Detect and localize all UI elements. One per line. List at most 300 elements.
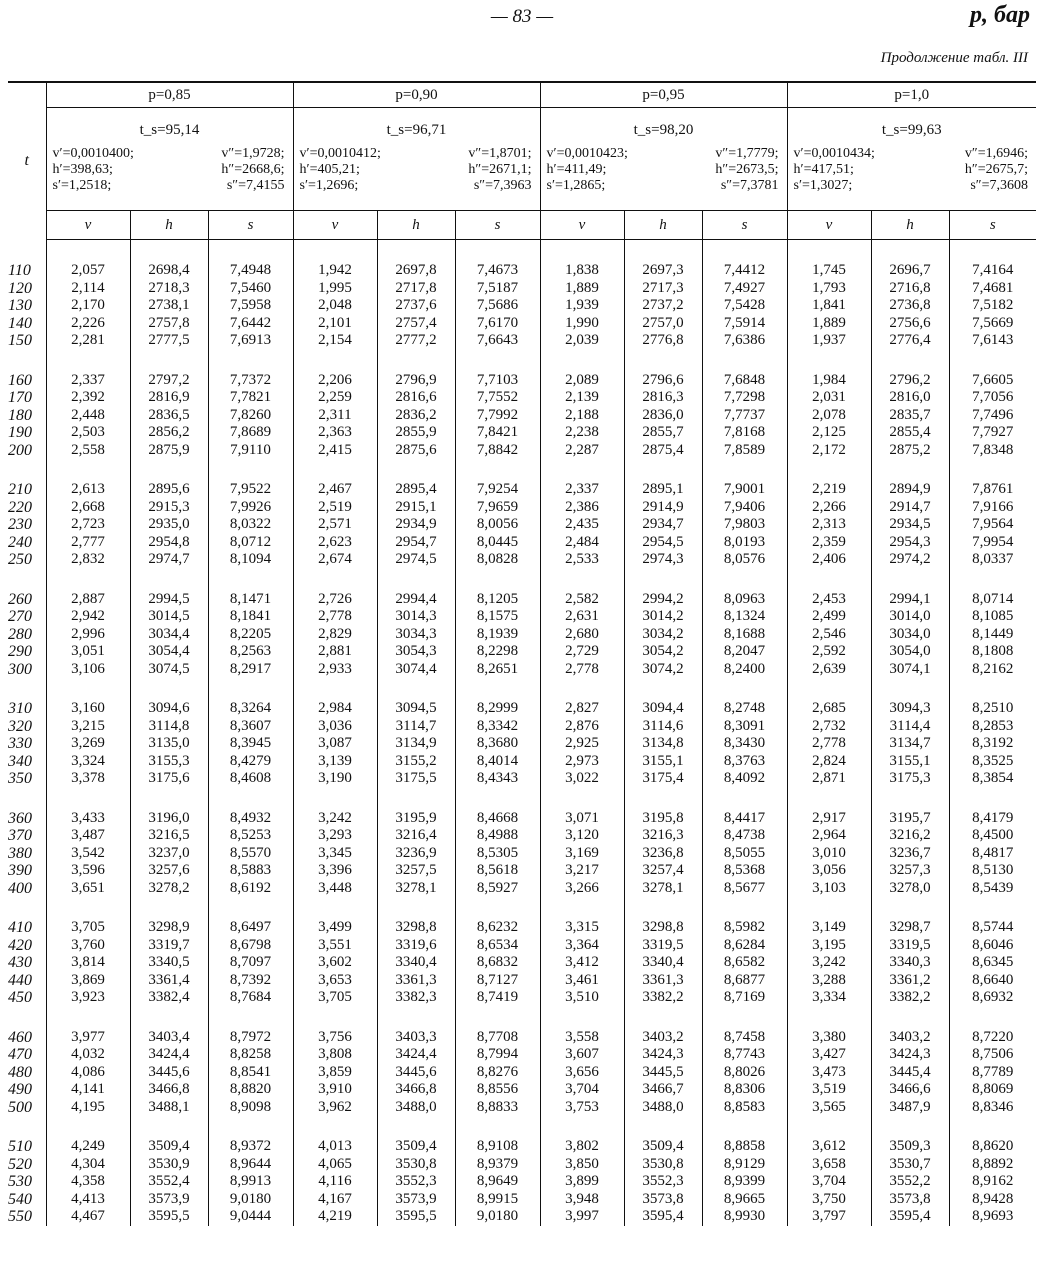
cell-v: 3,087 [293, 735, 377, 753]
cell-h: 2875,6 [377, 442, 455, 460]
cell-v: 1,838 [540, 262, 624, 280]
cell-v: 4,065 [293, 1156, 377, 1174]
saturation-values-line [47, 146, 293, 162]
cell-h: 2974,7 [130, 551, 208, 569]
saturation-value: h′=417,51; [793, 162, 854, 177]
cell-s: 8,6497 [229, 919, 272, 935]
cell-h: 2914,7 [871, 499, 949, 517]
cell-h: 3424,3 [871, 1046, 949, 1064]
spacer-cell [624, 1116, 702, 1138]
spacer-cell [949, 1116, 1036, 1138]
cell-h: 3403,2 [624, 1029, 702, 1047]
cell-v: 1,889 [540, 280, 624, 298]
spacer-cell [540, 459, 624, 481]
spacer-cell [377, 897, 455, 919]
temperature-value: 430 [8, 954, 46, 972]
spacer-cell [540, 897, 624, 919]
cell-h: 2737,6 [377, 297, 455, 315]
cell-s: 8,4014 [476, 752, 519, 769]
cell-s: 7,7737 [723, 406, 766, 423]
spacer-row [8, 897, 1036, 919]
spacer-cell [455, 1116, 540, 1138]
cell-h: 2835,7 [871, 407, 949, 425]
spacer-cell [787, 788, 871, 810]
spacer-cell [208, 459, 293, 481]
cell-s: 8,5055 [723, 844, 766, 861]
cell-h: 2836,0 [624, 407, 702, 425]
spacer-cell [949, 897, 1036, 919]
cell-h: 2816,0 [871, 389, 949, 407]
cell-s: 8,7392 [229, 971, 272, 988]
cell-h: 3340,4 [377, 954, 455, 972]
cell-s: 8,5130 [972, 862, 1014, 878]
cell-s: 7,9522 [229, 481, 272, 497]
pressure-unit-label: p, бар [970, 2, 1030, 28]
saturation-value: h″=2673,5; [715, 162, 779, 177]
cell-h: 3236,7 [871, 845, 949, 863]
cell-s: 8,6932 [972, 989, 1014, 1005]
cell-s: 8,5982 [723, 919, 766, 935]
saturation-value: s″=7,3963 [473, 178, 532, 193]
cell-h: 3552,4 [130, 1173, 208, 1191]
cell-s: 8,5368 [723, 862, 766, 878]
cell-s: 8,7684 [229, 989, 272, 1005]
cell-v: 2,933 [293, 661, 377, 679]
table-row [8, 534, 1036, 552]
cell-h: 3278,1 [377, 880, 455, 898]
saturation-value: v′=0,0010434; [793, 146, 875, 161]
cell-h: 3445,6 [377, 1064, 455, 1082]
cell-h: 3445,6 [130, 1064, 208, 1082]
cell-v: 2,078 [787, 407, 871, 425]
temperature-value: 180 [8, 407, 46, 425]
cell-s: 8,1449 [972, 625, 1014, 642]
temperature-value: 200 [8, 442, 46, 460]
spacer-cell [377, 1007, 455, 1029]
cell-v: 3,217 [540, 862, 624, 880]
temperature-value: 300 [8, 661, 46, 679]
cell-v: 2,777 [46, 534, 130, 552]
spacer-cell [130, 788, 208, 810]
spacer-cell [46, 240, 130, 263]
cell-s: 8,7972 [229, 1028, 272, 1045]
spacer-row [8, 1116, 1036, 1138]
cell-v: 3,499 [293, 919, 377, 937]
spacer-cell [787, 459, 871, 481]
temperature-value: 120 [8, 280, 46, 298]
cell-v: 3,656 [540, 1064, 624, 1082]
temperature-value: 510 [8, 1138, 46, 1156]
spacer-cell [455, 459, 540, 481]
spacer-cell [8, 240, 46, 263]
spacer-cell [293, 350, 377, 372]
spacer-cell [702, 1116, 787, 1138]
cell-s: 8,4608 [229, 770, 272, 786]
cell-v: 2,039 [540, 332, 624, 350]
cell-h: 2717,8 [377, 280, 455, 298]
spacer-cell [8, 1116, 46, 1138]
cell-s: 7,7992 [476, 406, 519, 423]
saturation-value: s″=7,4155 [226, 178, 285, 193]
spacer-cell [8, 1007, 46, 1029]
saturation-temperature: t_s=99,63 [881, 122, 942, 138]
table-row [8, 718, 1036, 736]
cell-h: 3134,7 [871, 735, 949, 753]
cell-v: 3,612 [787, 1138, 871, 1156]
cell-h: 3054,2 [624, 643, 702, 661]
cell-v: 3,602 [293, 954, 377, 972]
spacer-cell [949, 459, 1036, 481]
table-row [8, 862, 1036, 880]
cell-v: 3,802 [540, 1138, 624, 1156]
cell-v: 4,167 [293, 1191, 377, 1209]
cell-h: 3595,4 [871, 1208, 949, 1226]
table-body [8, 240, 1036, 1226]
cell-v: 3,607 [540, 1046, 624, 1064]
cell-s: 7,7056 [972, 389, 1014, 405]
spacer-cell [455, 240, 540, 263]
saturation-value: s″=7,3781 [720, 178, 779, 193]
cell-h: 3340,5 [130, 954, 208, 972]
cell-v: 4,358 [46, 1173, 130, 1191]
cell-h: 2816,9 [130, 389, 208, 407]
cell-h: 2797,2 [130, 372, 208, 390]
cell-s: 8,9428 [972, 1190, 1014, 1207]
cell-v: 2,778 [293, 608, 377, 626]
spacer-cell [377, 459, 455, 481]
cell-s: 7,5686 [476, 297, 519, 313]
cell-h: 2895,6 [130, 481, 208, 499]
cell-v: 3,334 [787, 989, 871, 1007]
temperature-value: 260 [8, 591, 46, 609]
temperature-value: 490 [8, 1081, 46, 1099]
cell-v: 3,412 [540, 954, 624, 972]
cell-s: 7,4948 [229, 262, 272, 278]
cell-s: 8,6345 [972, 954, 1014, 970]
cell-v: 2,778 [787, 735, 871, 753]
cell-h: 2736,8 [871, 297, 949, 315]
cell-v: 3,814 [46, 954, 130, 972]
cell-v: 3,139 [293, 753, 377, 771]
table-row [8, 608, 1036, 626]
cell-v: 1,990 [540, 315, 624, 333]
spacer-row [8, 350, 1036, 372]
cell-h: 3216,2 [871, 827, 949, 845]
cell-h: 3319,5 [624, 937, 702, 955]
cell-v: 2,484 [540, 534, 624, 552]
cell-v: 2,101 [293, 315, 377, 333]
pressure-header-row [8, 82, 1036, 108]
cell-v: 3,704 [540, 1081, 624, 1099]
cell-v: 2,139 [540, 389, 624, 407]
cell-s: 8,9665 [723, 1190, 766, 1207]
pressure-label: p=0,95 [540, 82, 787, 108]
cell-v: 2,453 [787, 591, 871, 609]
cell-h: 2974,2 [871, 551, 949, 569]
cell-s: 8,2400 [723, 660, 766, 677]
table-row [8, 262, 1036, 280]
cell-v: 3,022 [540, 770, 624, 788]
cell-s: 7,5428 [723, 297, 766, 313]
saturation-values-line [47, 178, 293, 194]
saturation-values-line [294, 146, 540, 162]
cell-v: 3,056 [787, 862, 871, 880]
saturation-values-line [788, 146, 1037, 162]
cell-v: 2,238 [540, 424, 624, 442]
cell-v: 2,881 [293, 643, 377, 661]
cell-v: 4,219 [293, 1208, 377, 1226]
cell-h: 3195,8 [624, 810, 702, 828]
spacer-cell [46, 1116, 130, 1138]
table-row [8, 937, 1036, 955]
cell-v: 3,071 [540, 810, 624, 828]
cell-h: 3509,4 [624, 1138, 702, 1156]
saturation-value: h′=411,49; [546, 162, 607, 177]
cell-h: 2738,1 [130, 297, 208, 315]
cell-h: 2855,9 [377, 424, 455, 442]
cell-v: 3,396 [293, 862, 377, 880]
table-row [8, 1046, 1036, 1064]
cell-s: 8,2047 [723, 643, 766, 659]
cell-v: 2,435 [540, 516, 624, 534]
spacer-cell [787, 1116, 871, 1138]
cell-h: 3195,9 [377, 810, 455, 828]
spacer-cell [208, 350, 293, 372]
temperature-value: 170 [8, 389, 46, 407]
page-number: — 83 — [490, 6, 554, 27]
cell-s: 8,4817 [972, 844, 1014, 861]
cell-h: 3509,4 [377, 1138, 455, 1156]
cell-s: 8,8306 [723, 1081, 766, 1097]
spacer-cell [624, 788, 702, 810]
spacer-cell [377, 240, 455, 263]
cell-h: 3216,4 [377, 827, 455, 845]
cell-h: 3552,2 [871, 1173, 949, 1191]
cell-s: 7,9803 [723, 516, 766, 532]
cell-s: 8,8026 [723, 1063, 766, 1080]
cell-h: 3034,4 [130, 626, 208, 644]
cell-s: 8,2510 [972, 700, 1014, 716]
spacer-cell [208, 1007, 293, 1029]
cell-s: 8,7789 [972, 1063, 1014, 1080]
cell-s: 8,6640 [972, 971, 1014, 988]
temperature-value: 250 [8, 551, 46, 569]
cell-v: 2,337 [540, 481, 624, 499]
spacer-cell [540, 1007, 624, 1029]
table-row [8, 1081, 1036, 1099]
cell-s: 7,4673 [476, 262, 519, 278]
spacer-cell [130, 897, 208, 919]
cell-v: 1,889 [787, 315, 871, 333]
cell-h: 3382,3 [377, 989, 455, 1007]
cell-v: 3,473 [787, 1064, 871, 1082]
cell-s: 8,6534 [476, 936, 519, 953]
cell-h: 2836,2 [377, 407, 455, 425]
saturation-row [8, 108, 1036, 211]
cell-v: 2,582 [540, 591, 624, 609]
cell-s: 8,0193 [723, 533, 766, 550]
pressure-label: p=0,90 [293, 82, 540, 108]
temperature-value: 320 [8, 718, 46, 736]
spacer-cell [293, 459, 377, 481]
cell-h: 3014,2 [624, 608, 702, 626]
spacer-cell [130, 350, 208, 372]
table-row [8, 1208, 1036, 1226]
table-row [8, 280, 1036, 298]
spacer-cell [871, 1007, 949, 1029]
cell-v: 2,392 [46, 389, 130, 407]
cell-h: 2934,9 [377, 516, 455, 534]
saturation-value: h″=2671,1; [468, 162, 532, 177]
cell-s: 8,7743 [723, 1046, 766, 1062]
table-row [8, 389, 1036, 407]
saturation-value: s′=1,3027; [793, 178, 853, 193]
temperature-value: 480 [8, 1064, 46, 1082]
temperature-value: 310 [8, 700, 46, 718]
cell-s: 8,3945 [229, 735, 272, 751]
temperature-value: 450 [8, 989, 46, 1007]
column-label-h: h [624, 211, 702, 240]
cell-s: 8,8258 [229, 1046, 272, 1062]
cell-h: 2757,0 [624, 315, 702, 333]
cell-h: 2816,3 [624, 389, 702, 407]
cell-s: 9,0180 [476, 1208, 519, 1224]
cell-v: 3,997 [540, 1208, 624, 1226]
temperature-header: t [8, 82, 46, 240]
cell-s: 8,9913 [229, 1173, 272, 1189]
table-row [8, 661, 1036, 679]
cell-h: 3424,4 [377, 1046, 455, 1064]
cell-h: 3552,3 [624, 1173, 702, 1191]
cell-s: 8,8541 [229, 1063, 272, 1080]
cell-v: 3,269 [46, 735, 130, 753]
cell-v: 3,051 [46, 643, 130, 661]
spacer-cell [377, 788, 455, 810]
spacer-cell [455, 569, 540, 591]
saturation-value: h″=2668,6; [221, 162, 285, 177]
cell-h: 3319,7 [130, 937, 208, 955]
cell-v: 4,413 [46, 1191, 130, 1209]
cell-s: 8,0576 [723, 551, 766, 567]
temperature-value: 240 [8, 534, 46, 552]
cell-s: 8,3763 [723, 752, 766, 769]
cell-s: 8,9399 [723, 1173, 766, 1189]
cell-s: 8,3091 [723, 717, 766, 734]
table-row [8, 1156, 1036, 1174]
cell-s: 7,7372 [229, 371, 272, 388]
cell-h: 3034,2 [624, 626, 702, 644]
temperature-value: 110 [8, 262, 46, 280]
spacer-cell [130, 459, 208, 481]
cell-s: 8,6232 [476, 919, 519, 935]
cell-h: 3319,5 [871, 937, 949, 955]
cell-s: 7,7298 [723, 389, 766, 405]
cell-v: 3,215 [46, 718, 130, 736]
spacer-cell [871, 569, 949, 591]
cell-v: 2,281 [46, 332, 130, 350]
cell-v: 2,613 [46, 481, 130, 499]
cell-v: 4,116 [293, 1173, 377, 1191]
saturation-values-line [788, 178, 1037, 194]
cell-h: 2718,3 [130, 280, 208, 298]
cell-h: 3155,1 [624, 753, 702, 771]
cell-v: 2,219 [787, 481, 871, 499]
saturation-value: s′=1,2696; [299, 178, 359, 193]
cell-v: 3,756 [293, 1029, 377, 1047]
pressure-label: p=0,85 [46, 82, 293, 108]
cell-s: 7,8260 [229, 406, 272, 423]
spacer-cell [130, 1116, 208, 1138]
cell-h: 3257,3 [871, 862, 949, 880]
cell-v: 3,551 [293, 937, 377, 955]
cell-s: 7,4164 [972, 262, 1014, 278]
cell-v: 3,242 [787, 954, 871, 972]
cell-h: 3509,3 [871, 1138, 949, 1156]
cell-v: 2,639 [787, 661, 871, 679]
table-row [8, 989, 1036, 1007]
temperature-value: 350 [8, 770, 46, 788]
spacer-cell [624, 350, 702, 372]
cell-v: 3,160 [46, 700, 130, 718]
cell-h: 2915,1 [377, 499, 455, 517]
cell-v: 2,337 [46, 372, 130, 390]
cell-s: 7,9254 [476, 481, 519, 497]
cell-h: 3487,9 [871, 1099, 949, 1117]
cell-s: 8,5570 [229, 844, 272, 861]
column-label-v: v [787, 211, 871, 240]
cell-h: 2934,7 [624, 516, 702, 534]
cell-h: 3114,6 [624, 718, 702, 736]
cell-s: 8,9162 [972, 1173, 1014, 1189]
cell-s: 8,0322 [229, 516, 272, 532]
cell-s: 8,0712 [229, 533, 272, 550]
cell-s: 7,8761 [972, 481, 1014, 497]
cell-s: 7,5460 [229, 279, 272, 296]
cell-s: 8,6046 [972, 936, 1014, 953]
spacer-cell [540, 569, 624, 591]
cell-v: 3,345 [293, 845, 377, 863]
cell-s: 7,8689 [229, 424, 272, 440]
cell-h: 3298,9 [130, 919, 208, 937]
cell-h: 3382,2 [871, 989, 949, 1007]
spacer-cell [208, 788, 293, 810]
table-row [8, 919, 1036, 937]
temperature-value: 390 [8, 862, 46, 880]
cell-v: 3,760 [46, 937, 130, 955]
temperature-value: 130 [8, 297, 46, 315]
cell-s: 8,3607 [229, 717, 272, 734]
cell-s: 7,9001 [723, 481, 766, 497]
spacer-cell [787, 569, 871, 591]
spacer-row [8, 1007, 1036, 1029]
table-row [8, 972, 1036, 990]
cell-v: 2,925 [540, 735, 624, 753]
cell-s: 8,1575 [476, 608, 519, 624]
spacer-cell [455, 678, 540, 700]
cell-v: 3,565 [787, 1099, 871, 1117]
cell-h: 3094,5 [377, 700, 455, 718]
cell-s: 9,0444 [229, 1208, 272, 1224]
cell-v: 2,827 [540, 700, 624, 718]
spacer-cell [293, 569, 377, 591]
cell-v: 3,899 [540, 1173, 624, 1191]
cell-v: 3,195 [787, 937, 871, 955]
cell-v: 4,304 [46, 1156, 130, 1174]
cell-h: 3135,0 [130, 735, 208, 753]
temperature-value: 230 [8, 516, 46, 534]
cell-v: 2,829 [293, 626, 377, 644]
cell-s: 8,4092 [723, 770, 766, 786]
